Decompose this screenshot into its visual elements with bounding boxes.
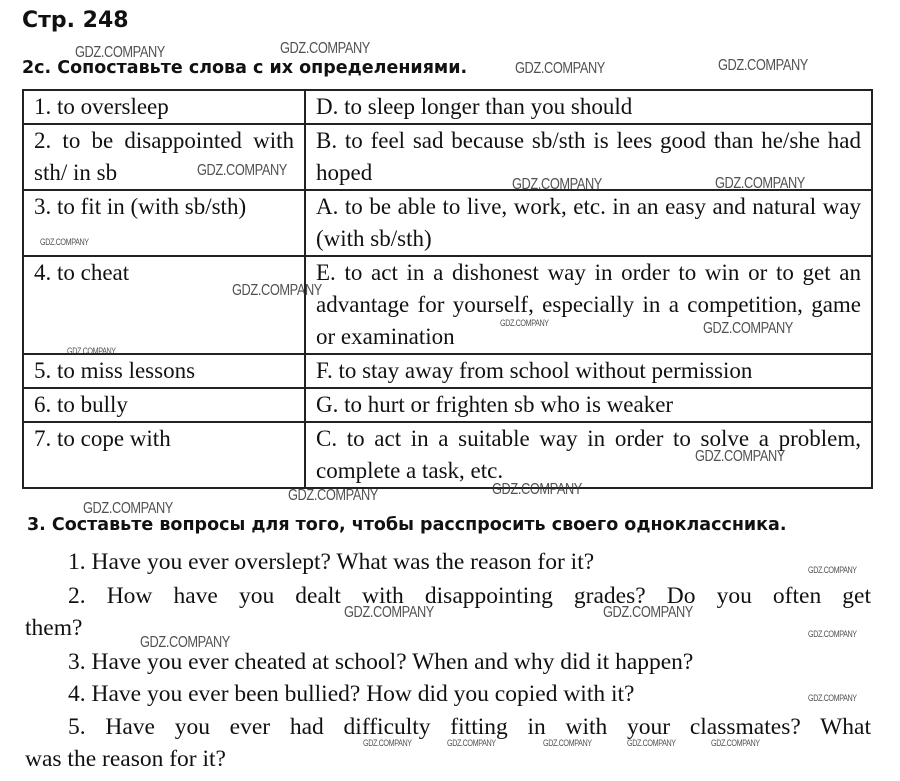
table-row xyxy=(23,354,872,388)
watermark: GDZ.COMPANY xyxy=(75,44,165,61)
definition-cell: D. to sleep longer than you should xyxy=(305,90,872,124)
watermark: GDZ.COMPANY xyxy=(711,738,760,748)
table-row xyxy=(23,90,872,124)
watermark: GDZ.COMPANY xyxy=(695,448,785,465)
question-5-line-2: was the reason for it? xyxy=(25,746,226,772)
definition-cell: E. to act in a dishonest way in order to win or to get an advantage for yourself, especially in a competition, game or examination xyxy=(305,256,872,354)
question-1: 1. Have you ever overslept? What was the reason for it? xyxy=(68,549,595,575)
table-row xyxy=(23,388,872,422)
term-cell: 1. to oversleep xyxy=(23,90,305,124)
term-cell: 6. to bully xyxy=(23,388,305,422)
watermark: GDZ.COMPANY xyxy=(515,60,605,77)
task-2c-heading: 2c. Сопоставьте слова с их определениями. xyxy=(22,58,468,78)
watermark: GDZ.COMPANY xyxy=(500,318,549,328)
question-2-line-1: 2. How have you dealt with disappointing grades? Do you often get xyxy=(68,583,871,609)
watermark: GDZ.COMPANY xyxy=(40,237,89,247)
watermark: GDZ.COMPANY xyxy=(288,487,378,504)
watermark: GDZ.COMPANY xyxy=(808,629,857,639)
question-3: 3. Have you ever cheated at school? When and why did it happen? xyxy=(68,649,694,675)
watermark: GDZ.COMPANY xyxy=(83,500,173,517)
watermark: GDZ.COMPANY xyxy=(703,320,793,337)
definition-cell: F. to stay away from school without permission xyxy=(305,354,872,388)
watermark: GDZ.COMPANY xyxy=(543,738,592,748)
definition-cell: A. to be able to live, work, etc. in an easy and natural way (with sb/sth) xyxy=(305,190,872,256)
watermark: GDZ.COMPANY xyxy=(344,604,434,621)
definition-cell: G. to hurt or frighten sb who is weaker xyxy=(305,388,872,422)
watermark: GDZ.COMPANY xyxy=(197,162,287,179)
watermark: GDZ.COMPANY xyxy=(280,40,370,57)
watermark: GDZ.COMPANY xyxy=(447,738,496,748)
watermark: GDZ.COMPANY xyxy=(512,176,602,193)
definition-cell: B. to feel sad because sb/sth is lees good than he/she had hoped xyxy=(305,124,872,190)
term-cell: 4. to cheat xyxy=(23,256,305,354)
question-5-line-1: 5. Have you ever had difficulty fitting in with your classmates? What xyxy=(68,714,871,740)
watermark: GDZ.COMPANY xyxy=(808,693,857,703)
watermark: GDZ.COMPANY xyxy=(808,565,857,575)
term-cell: 3. to fit in (with sb/sth) xyxy=(23,190,305,256)
watermark: GDZ.COMPANY xyxy=(715,175,805,192)
watermark: GDZ.COMPANY xyxy=(492,481,582,498)
watermark: GDZ.COMPANY xyxy=(627,738,676,748)
question-4: 4. Have you ever been bullied? How did you copied with it? xyxy=(68,681,635,707)
watermark: GDZ.COMPANY xyxy=(232,282,322,299)
watermark: GDZ.COMPANY xyxy=(67,346,116,356)
watermark: GDZ.COMPANY xyxy=(363,738,412,748)
task-3-heading: 3. Составьте вопросы для того, чтобы расспросить своего одноклассника. xyxy=(27,515,787,535)
term-cell: 5. to miss lessons xyxy=(23,354,305,388)
watermark: GDZ.COMPANY xyxy=(603,604,693,621)
table-row xyxy=(23,190,872,256)
term-cell: 2. to be disappointed with sth/ in sb xyxy=(23,124,305,190)
term-cell: 7. to cope with xyxy=(23,422,305,488)
page-title: Стр. 248 xyxy=(22,8,129,33)
watermark: GDZ.COMPANY xyxy=(718,57,808,74)
definition-cell: C. to act in a suitable way in order to solve a problem, complete a task, etc. xyxy=(305,422,872,488)
matching-table xyxy=(22,89,873,489)
watermark: GDZ.COMPANY xyxy=(140,634,230,651)
table-row xyxy=(23,256,872,354)
question-2-line-2: them? xyxy=(25,615,83,641)
